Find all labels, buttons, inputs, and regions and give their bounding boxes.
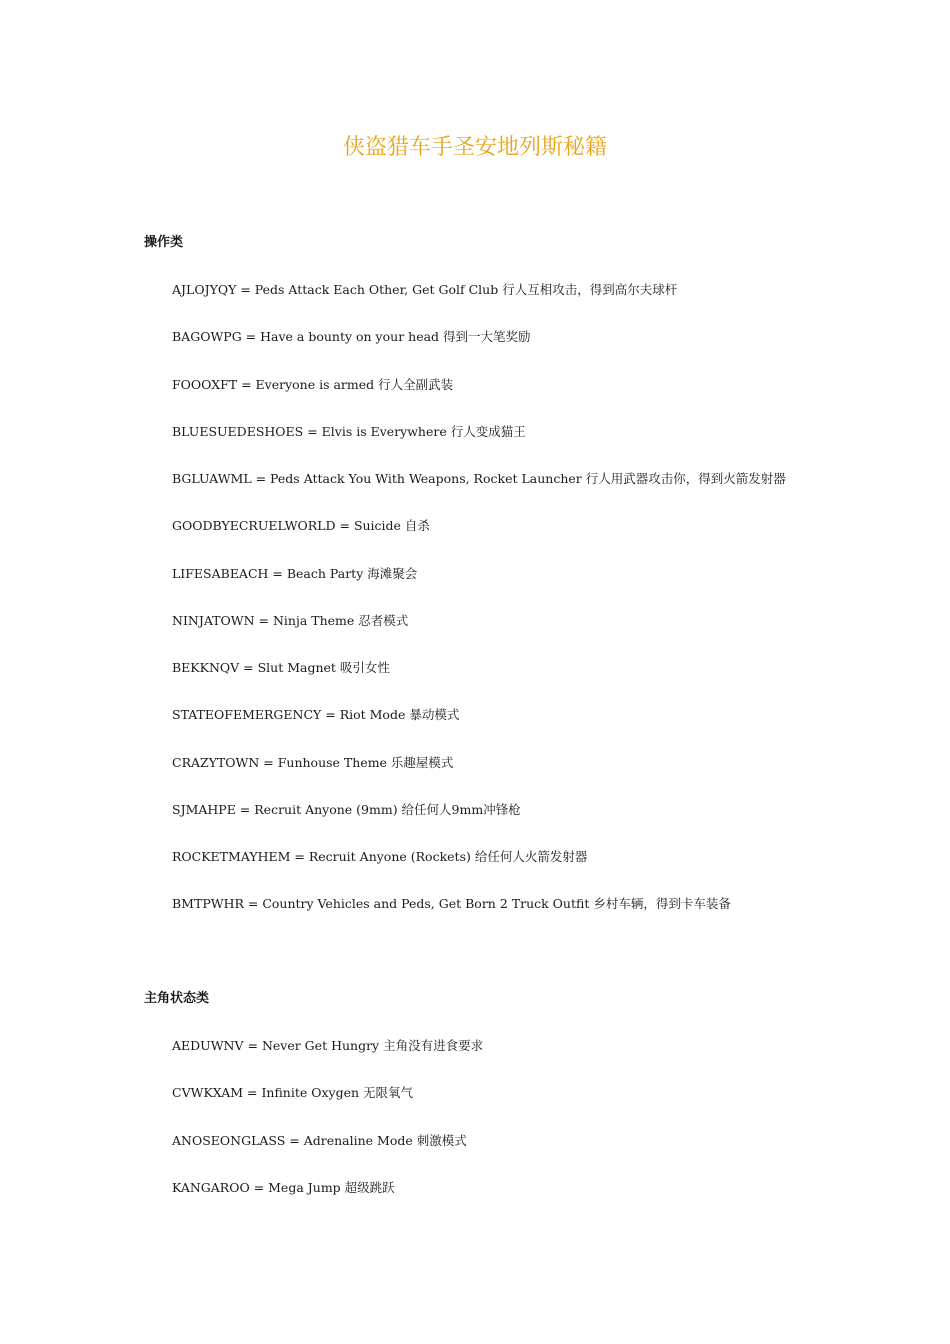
cheat-item: BGLUAWML = Peds Attack You With Weapons, Rocket Launcher 行人用武器攻击你，得到火箭发射器 [172, 471, 786, 486]
cheat-list-player-status [172, 1036, 483, 1225]
cheat-list-operations [172, 280, 786, 942]
cheat-item: BEKKNQV = Slut Magnet 吸引女性 [172, 660, 390, 675]
section-heading-player-status: 主角状态类 [144, 991, 210, 1006]
cheat-item: ROCKETMAYHEM = Recruit Anyone (Rockets) 给任何人火箭发射器 [172, 849, 588, 864]
cheat-item: SJMAHPE = Recruit Anyone (9mm) 给任何人9mm冲锋枪 [172, 801, 521, 817]
cheat-item: FOOOXFT = Everyone is armed 行人全副武装 [172, 376, 454, 392]
cheat-item: KANGAROO = Mega Jump 超级跳跃 [172, 1179, 395, 1195]
section-heading-operations: 操作类 [144, 235, 184, 250]
cheat-item: AEDUWNV = Never Get Hungry 主角没有进食要求 [172, 1038, 484, 1053]
cheat-item: CRAZYTOWN = Funhouse Theme 乐趣屋模式 [172, 754, 454, 770]
cheat-item: BLUESUEDESHOES = Elvis is Everywhere 行人变成猫王 [172, 423, 526, 439]
cheat-item: BAGOWPG = Have a bounty on your head 得到一大笔奖励 [172, 329, 531, 345]
cheat-item: LIFESABEACH = Beach Party 海滩聚会 [172, 565, 418, 581]
cheat-item: CVWKXAM = Infinite Oxygen 无限氧气 [172, 1085, 414, 1101]
cheat-item: NINJATOWN = Ninja Theme 忍者模式 [172, 612, 409, 628]
cheat-item: GOODBYECRUELWORLD = Suicide 自杀 [172, 518, 430, 534]
cheat-item: STATEOFEMERGENCY = Riot Mode 暴动模式 [172, 707, 460, 723]
cheat-item: BMTPWHR = Country Vehicles and Peds, Get Born 2 Truck Outfit 乡村车辆，得到卡车装备 [172, 896, 731, 912]
cheat-item: ANOSEONGLASS = Adrenaline Mode 刺激模式 [172, 1132, 467, 1148]
cheat-item: AJLOJYQY = Peds Attack Each Other, Get Golf Club 行人互相攻击，得到高尔夫球杆 [172, 282, 678, 297]
page-title: 侠盗猎车手圣安地列斯秘籍 [342, 135, 607, 160]
